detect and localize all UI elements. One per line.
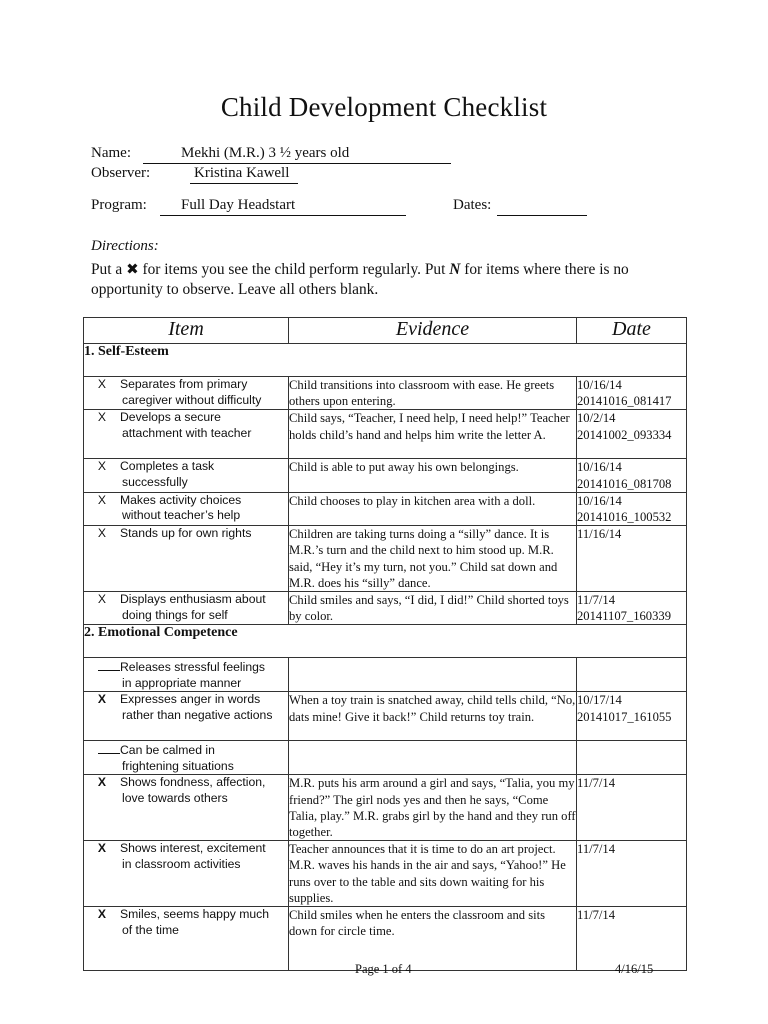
table-row: [84, 377, 687, 410]
item-content: [84, 459, 288, 490]
date-value: 10/2/14: [577, 411, 616, 426]
item-line1: Expresses anger in words: [120, 692, 261, 707]
date-cell: [577, 692, 687, 741]
item-line1: Can be calmed in: [120, 743, 215, 758]
item-cell: [84, 377, 289, 410]
item-line1: Completes a task: [120, 459, 215, 474]
item-cell: [84, 907, 289, 971]
item-text: [120, 592, 266, 623]
observer-field: [190, 165, 298, 184]
evidence-cell: Child says, “Teacher, I need help, I need help!” Teacher holds child’s hand and helps him write the letter A.: [289, 410, 577, 459]
directions-text: [91, 259, 681, 300]
item-cell: [84, 692, 289, 741]
date-value: 11/16/14: [577, 527, 622, 542]
item-content: [84, 907, 288, 938]
evidence-cell: [289, 741, 577, 775]
date-value: 11/7/14: [577, 776, 616, 791]
photo-id: 20141016_081708: [577, 476, 672, 491]
blank-mark-line: [98, 658, 120, 671]
date-cell: [577, 410, 687, 459]
evidence-column-header: Evidence: [289, 318, 577, 344]
date-value: 11/7/14: [577, 593, 616, 608]
item-line1-row: [84, 658, 288, 676]
item-content: [84, 526, 288, 542]
photo-id: 20141002_093334: [577, 427, 672, 442]
item-line2: rather than negative actions: [122, 707, 273, 722]
table-header-row: [84, 318, 687, 344]
item-text: [120, 526, 251, 542]
date-value: 10/16/14: [577, 493, 622, 508]
evidence-cell: Child transitions into classroom with ease. He greets others upon entering.: [289, 377, 577, 410]
evidence-cell: M.R. puts his arm around a girl and says, “Talia, you my friend?” The girl nods yes and then he says, “Come Talia, play.” M.R. grabs girl by the hand and they run off together.: [289, 776, 576, 840]
date-value: 10/16/14: [577, 460, 622, 475]
section-title: 1. Self-Esteem: [84, 344, 687, 377]
item-line2: love towards others: [122, 790, 228, 805]
check-mark: X: [97, 907, 107, 922]
date-cell: [577, 741, 687, 775]
item-line2: in appropriate manner: [122, 675, 242, 690]
n-mark: N: [449, 261, 461, 278]
table-row: [84, 526, 687, 592]
program-value: Full Day Headstart: [181, 197, 296, 213]
item-content: [84, 775, 288, 806]
page-number: Page 1 of 4: [355, 962, 412, 976]
item-content: [84, 410, 288, 441]
check-mark: X: [97, 775, 107, 790]
observer-label: Observer:: [91, 165, 151, 181]
date-column-header: Date: [577, 318, 687, 344]
item-line2: successfully: [122, 474, 188, 489]
table-row: [84, 775, 687, 841]
item-text: [120, 841, 266, 872]
item-line1: Shows interest, excitement: [120, 841, 266, 856]
item-column-header: Item: [84, 318, 289, 344]
section-row: [84, 625, 687, 658]
check-mark: X: [97, 492, 107, 507]
footer-date: 4/16/15: [615, 962, 654, 976]
check-mark: X: [97, 841, 107, 856]
date-cell: [577, 841, 687, 907]
item-line1: Shows fondness, affection,: [120, 775, 266, 790]
directions-part1: Put a: [91, 261, 127, 278]
check-mark: X: [97, 410, 107, 425]
directions-part2: for items you see the child perform regularly. Put: [138, 261, 450, 278]
item-cell: [84, 410, 289, 459]
program-label: Program:: [91, 197, 147, 213]
check-mark: X: [97, 526, 107, 541]
item-line2: frightening situations: [122, 758, 234, 773]
photo-id: 20141017_161055: [577, 709, 672, 724]
blank-mark-line: [98, 741, 120, 754]
check-mark: X: [97, 459, 107, 474]
photo-id: 20141016_081417: [577, 394, 672, 409]
photo-id: 20141107_160339: [577, 609, 671, 624]
item-text: [120, 377, 261, 408]
name-label: Name:: [91, 145, 131, 161]
item-content: [84, 692, 288, 723]
date-value: 11/7/14: [577, 908, 616, 923]
item-text: [120, 907, 269, 938]
item-cell: [84, 658, 289, 692]
directions-label: Directions:: [91, 238, 159, 254]
evidence-cell: Child chooses to play in kitchen area with a doll.: [289, 492, 577, 525]
item-cell: [84, 775, 289, 841]
check-mark: X: [97, 692, 107, 707]
table-row: [84, 907, 687, 971]
date-cell: [577, 658, 687, 692]
item-line2: caregiver without difficulty: [122, 392, 262, 407]
table-row: [84, 492, 687, 525]
date-cell: [577, 592, 687, 625]
item-content: [84, 493, 288, 524]
evidence-cell: Child smiles when he enters the classroom and sits down for circle time.: [289, 907, 577, 971]
item-line2: attachment with teacher: [122, 425, 252, 440]
item-content: [84, 592, 288, 623]
item-text: [120, 410, 251, 441]
directions-part3: for items where there is no opportunity to observe. Leave all others blank.: [91, 261, 629, 298]
item-line1: Develops a secure: [120, 410, 221, 425]
item-line2: in classroom activities: [122, 856, 241, 871]
item-text: [120, 692, 272, 723]
item-line2: without teacher’s help: [122, 508, 241, 523]
item-line1: Displays enthusiasm about: [120, 592, 266, 607]
page-title: Child Development Checklist: [220, 92, 548, 122]
item-text: [120, 459, 214, 490]
item-content: [84, 841, 288, 872]
item-line1: Releases stressful feelings: [120, 660, 265, 675]
check-mark: X: [97, 377, 107, 391]
item-text: [120, 493, 241, 524]
table-row: [84, 692, 687, 741]
date-value: 10/16/14: [577, 378, 622, 392]
table-row: [84, 410, 687, 459]
item-line1: Makes activity choices: [120, 492, 242, 507]
table-row: [84, 592, 687, 625]
item-cell: [84, 492, 289, 525]
evidence-cell: Child smiles and says, “I did, I did!” Child shorted toys by color.: [289, 592, 577, 625]
observer-value: Kristina Kawell: [194, 165, 290, 181]
item-cell: [84, 459, 289, 492]
item-line1: Smiles, seems happy much: [120, 907, 270, 922]
evidence-cell: When a toy train is snatched away, child tells child, “No, dats mine! Give it back!” Child returns toy train.: [289, 692, 577, 741]
program-field: [160, 197, 406, 216]
date-value: 11/7/14: [577, 842, 616, 857]
photo-id: 20141016_100532: [577, 510, 672, 525]
item-line1: Separates from primary: [120, 377, 248, 391]
item-line2: of the time: [122, 922, 179, 937]
item-cell: [84, 592, 289, 625]
checklist-body: [84, 344, 687, 971]
item-text: [120, 775, 265, 806]
date-cell: [577, 907, 687, 971]
table-row: [84, 741, 687, 775]
dates-label: Dates:: [453, 197, 492, 213]
item-cell: [84, 841, 289, 907]
date-cell: [577, 459, 687, 492]
evidence-cell: Child is able to put away his own belongings.: [289, 459, 577, 492]
evidence-cell: Children are taking turns doing a “silly” dance. It is M.R.’s turn and the child next to him stood up. M.R. said, “Hey it’s my turn, not you.” Child sat down and M.R. does his “silly” dance.: [289, 526, 577, 592]
date-cell: [577, 492, 687, 525]
dates-field: [497, 197, 587, 216]
item-content: [84, 377, 288, 408]
evidence-cell: [289, 658, 577, 692]
checklist-table: [83, 317, 687, 971]
name-value: Mekhi (M.R.) 3 ½ years old: [181, 145, 350, 161]
item-cell: [84, 741, 289, 775]
section-row: [84, 344, 687, 377]
name-field: [143, 145, 451, 164]
item-line1: Stands up for own rights: [120, 526, 252, 541]
item-cell: [84, 526, 289, 592]
check-mark: X: [97, 592, 107, 607]
x-mark-icon: ✖: [126, 260, 139, 278]
section-title: 2. Emotional Competence: [84, 625, 687, 658]
date-cell: [577, 377, 687, 410]
item-line1-row: [84, 741, 288, 759]
table-row: [84, 459, 687, 492]
date-value: 10/17/14: [577, 693, 622, 708]
table-row: [84, 658, 687, 692]
item-line2: doing things for self: [122, 607, 228, 622]
table-row: [84, 841, 687, 907]
date-cell: [577, 775, 687, 841]
date-cell: [577, 526, 687, 592]
evidence-cell: Teacher announces that it is time to do an art project. M.R. waves his hands in the air and says, “Yahoo!” He runs over to the table and sits down waiting for his supplies.: [289, 841, 577, 907]
